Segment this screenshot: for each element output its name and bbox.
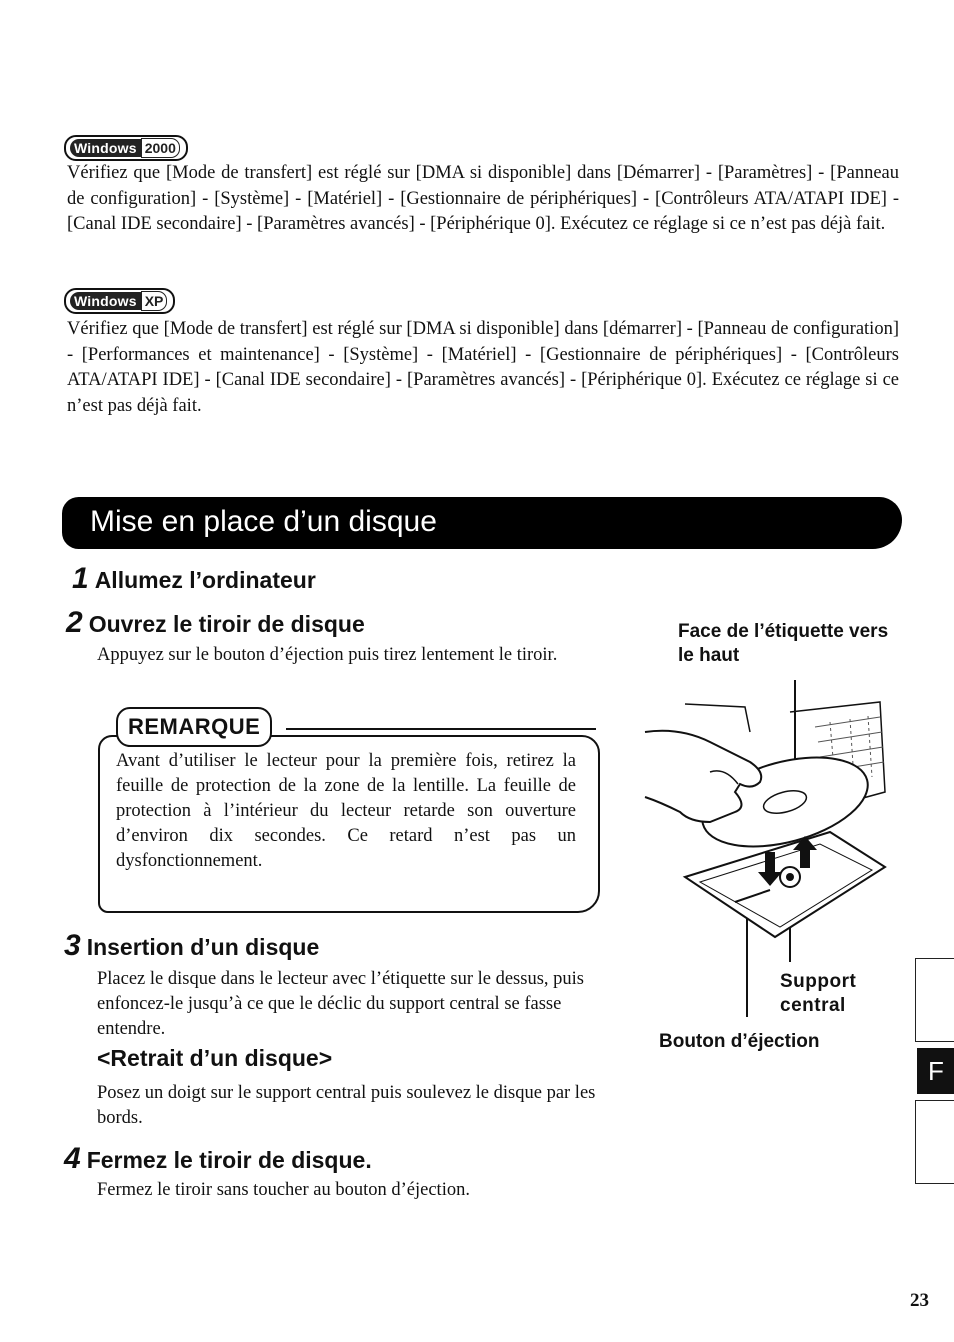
windows-badge-version: 2000 (141, 138, 180, 158)
windows-badge-word: Windows (70, 139, 141, 157)
side-tab-frame-top (915, 958, 954, 1042)
remark-rule (286, 728, 596, 730)
step-3-body: Placez le disque dans le lecteur avec l’étiquette sur le dessus, puis enfoncez-le jusqu’à ce que le déclic du support central se fasse entendre. (97, 969, 584, 1039)
step-2-body: Appuyez sur le bouton d’éjection puis tirez lentement le tiroir. (97, 645, 558, 665)
step-title: Ouvrez le tiroir de disque (88, 611, 365, 637)
windows-xp-instructions: Vérifiez que [Mode de transfert] est réglé sur [DMA si disponible] dans [démarrer] - [Panneau de configuration] - [Performances et maintenance] - [Système] - [Matériel] - [Gestionnaire de périphériques] - [Contrôleurs ATA/ATAPI IDE] - [Canal IDE secondaire] - [Paramètres avancés] - [Périphérique 0]. Exécutez ce réglage si ce n’est pas déjà fait. (67, 319, 899, 416)
label-support-central: Support central (780, 971, 857, 1016)
step-2-heading (66, 606, 365, 640)
step-4-heading (64, 1142, 372, 1176)
step-title: Insertion d’un disque (86, 934, 320, 960)
windows-xp-badge (64, 288, 175, 314)
section-banner (62, 497, 902, 549)
page-number: 23 (910, 1290, 929, 1311)
screen-hinge-outline (685, 704, 750, 732)
step-3-heading (64, 929, 319, 963)
windows-badge-word: Windows (70, 292, 141, 310)
step-number: 3 (64, 929, 81, 962)
side-tab-frame-bottom (915, 1100, 954, 1184)
remark-label: REMARQUE (116, 707, 272, 747)
windows-2000-instructions: Vérifiez que [Mode de transfert] est réglé sur [DMA si disponible] dans [Démarrer] - [Paramètres] - [Panneau de configuration] - [Système] - [Matériel] - [Gestionnaire de périphériques] - [Contrôleurs ATA/ATAPI IDE] - [Canal IDE secondaire] - [Paramètres avancés] - [Périphérique 0]. Exécutez ce réglage si ce n’est pas déjà fait. (67, 163, 899, 234)
windows-badge-version: XP (141, 291, 168, 311)
retrait-heading: <Retrait d’un disque> (97, 1045, 333, 1071)
central-support-center (786, 873, 794, 881)
step-number: 1 (72, 562, 89, 595)
section-title: Mise en place d’un disque (90, 505, 437, 538)
step-number: 4 (64, 1142, 81, 1175)
disc-insertion-illustration (640, 672, 890, 1032)
windows-2000-badge (64, 135, 188, 161)
label-face-up: Face de l’étiquette vers le haut (678, 621, 889, 666)
step-number: 2 (66, 606, 83, 639)
remark-text: Avant d’utiliser le lecteur pour la première fois, retirez la feuille de protection de la zone de la lentille. La feuille de protection à l’intérieur du lecteur retarde son ouverture d’environ dix secondes. Ce retard n’est pas un dysfonctionnement. (116, 751, 576, 871)
step-1-heading (72, 562, 316, 596)
step-4-body: Fermez le tiroir sans toucher au bouton d’éjection. (97, 1180, 470, 1200)
step-title: Allumez l’ordinateur (94, 567, 316, 593)
side-tab-f: F (917, 1048, 954, 1094)
label-eject-button: Bouton d’éjection (659, 1031, 820, 1052)
retrait-body: Posez un doigt sur le support central puis soulevez le disque par les bords. (97, 1083, 596, 1128)
step-title: Fermez le tiroir de disque. (86, 1147, 372, 1173)
